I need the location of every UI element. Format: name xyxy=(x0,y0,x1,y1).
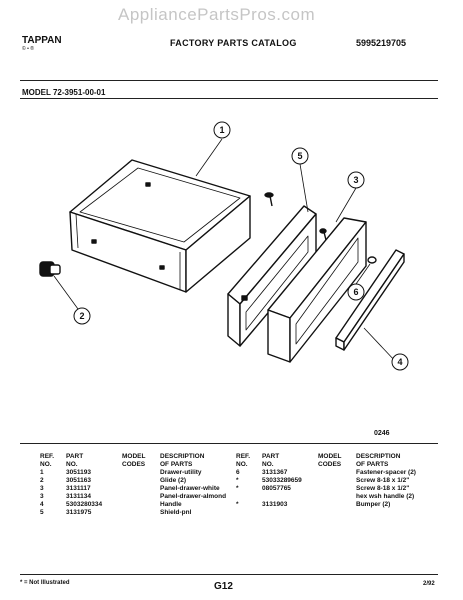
cell-ref: 4 xyxy=(40,501,44,508)
cell-ref: 3 xyxy=(40,485,44,492)
cell-part-number: 3051193 xyxy=(66,469,91,476)
table-row xyxy=(236,485,444,493)
brand-subtext: © • ® xyxy=(22,46,34,52)
cell-description: hex wsh handle (2) xyxy=(356,493,415,500)
cell-description: Bumper (2) xyxy=(356,501,391,508)
catalog-title: FACTORY PARTS CATALOG xyxy=(170,38,297,48)
cell-ref: * xyxy=(236,501,239,508)
callout-1-label: 1 xyxy=(219,125,225,135)
parts-table-right xyxy=(236,453,444,509)
cell-ref xyxy=(236,493,262,501)
header-part: PART NO. xyxy=(66,453,84,468)
fastener-spacer-part xyxy=(368,257,376,263)
table-row xyxy=(40,509,248,517)
table-rows xyxy=(40,469,248,517)
table-header xyxy=(236,453,444,469)
header-ref: REF. NO. xyxy=(40,453,55,468)
cell-description: Fastener-spacer (2) xyxy=(356,469,416,476)
cell-ref: 5 xyxy=(40,509,44,516)
header-description: DESCRIPTION OF PARTS xyxy=(160,453,205,468)
cell-description: Drawer-utility xyxy=(160,469,202,476)
cell-part-number: 3131903 xyxy=(262,501,288,508)
cell-model-code xyxy=(122,501,160,509)
cell-part-number: 3051163 xyxy=(66,477,91,484)
cell-description: Screw 8-18 x 1/2" xyxy=(356,477,410,484)
cell-part-number: 53033289659 xyxy=(262,477,302,484)
table-row xyxy=(40,469,248,477)
cell-description: Screw 8-18 x 1/2" xyxy=(356,485,410,492)
cell-ref: 1 xyxy=(40,469,44,476)
cell-part-number: 3131117 xyxy=(66,485,91,492)
parts-table-left xyxy=(40,453,248,517)
callout-2-label: 2 xyxy=(79,311,85,321)
cell-part-number: 08057765 xyxy=(262,485,291,492)
drawer-part xyxy=(70,160,250,292)
cell-description: Handle xyxy=(160,501,182,508)
cell-model-code xyxy=(122,509,160,517)
header-ref: REF. NO. xyxy=(236,453,251,468)
callout-5-label: 5 xyxy=(297,151,303,161)
cell-model-code xyxy=(318,501,356,509)
table-row xyxy=(40,477,248,485)
cell-ref: 6 xyxy=(236,469,240,476)
cell-model-code xyxy=(122,493,160,501)
cell-model-code xyxy=(122,469,160,477)
table-row xyxy=(236,469,444,477)
cell-model-code xyxy=(318,477,356,485)
cell-description: Panel-drawer-almond xyxy=(160,493,227,500)
not-illustrated-note: * = Not Illustrated xyxy=(20,580,70,586)
table-row xyxy=(40,501,248,509)
cell-description: Panel-drawer-white xyxy=(160,485,220,492)
watermark-text: AppliancePartsPros.com xyxy=(118,5,316,24)
cell-description: Shield-pnl xyxy=(160,509,192,516)
model-number: MODEL 72-3951-00-01 xyxy=(22,88,106,97)
header-model-codes: MODEL CODES xyxy=(318,453,342,468)
cell-model-code xyxy=(318,485,356,493)
cell-part-number: 3131134 xyxy=(66,493,91,500)
callout-4-label: 4 xyxy=(397,357,403,367)
table-row xyxy=(236,501,444,509)
header-part: PART NO. xyxy=(262,453,280,468)
cell-model-code xyxy=(318,493,356,501)
cell-part-number xyxy=(262,493,318,501)
table-header xyxy=(40,453,248,469)
cell-model-code xyxy=(318,469,356,477)
cell-model-code xyxy=(122,477,160,485)
cell-part-number: 3131367 xyxy=(262,469,288,476)
cell-description: Glide (2) xyxy=(160,477,187,484)
footer-divider xyxy=(20,574,438,575)
date-code: 2/92 xyxy=(423,581,435,587)
table-top-divider xyxy=(20,443,438,444)
cell-part-number: 3131975 xyxy=(66,509,92,516)
glide-part xyxy=(40,262,60,276)
page-number: G12 xyxy=(214,581,233,592)
header-description: DESCRIPTION OF PARTS xyxy=(356,453,401,468)
callout-6-label: 6 xyxy=(353,287,359,297)
callout-3-label: 3 xyxy=(353,175,359,185)
cell-model-code xyxy=(122,485,160,493)
diagram-code: 0246 xyxy=(374,430,390,437)
brand-name: TAPPAN xyxy=(22,35,62,46)
table-row xyxy=(40,485,248,493)
table-row xyxy=(236,477,444,485)
cell-ref: * xyxy=(236,477,239,484)
cell-ref: * xyxy=(236,485,239,492)
table-row xyxy=(40,493,248,501)
cell-ref: 2 xyxy=(40,477,44,484)
header-model-codes: MODEL CODES xyxy=(122,453,146,468)
cell-part-number: 5303280334 xyxy=(66,501,103,508)
table-row xyxy=(236,493,444,501)
table-rows xyxy=(236,469,444,509)
catalog-number: 5995219705 xyxy=(356,38,407,48)
cell-ref: 3 xyxy=(40,493,44,500)
